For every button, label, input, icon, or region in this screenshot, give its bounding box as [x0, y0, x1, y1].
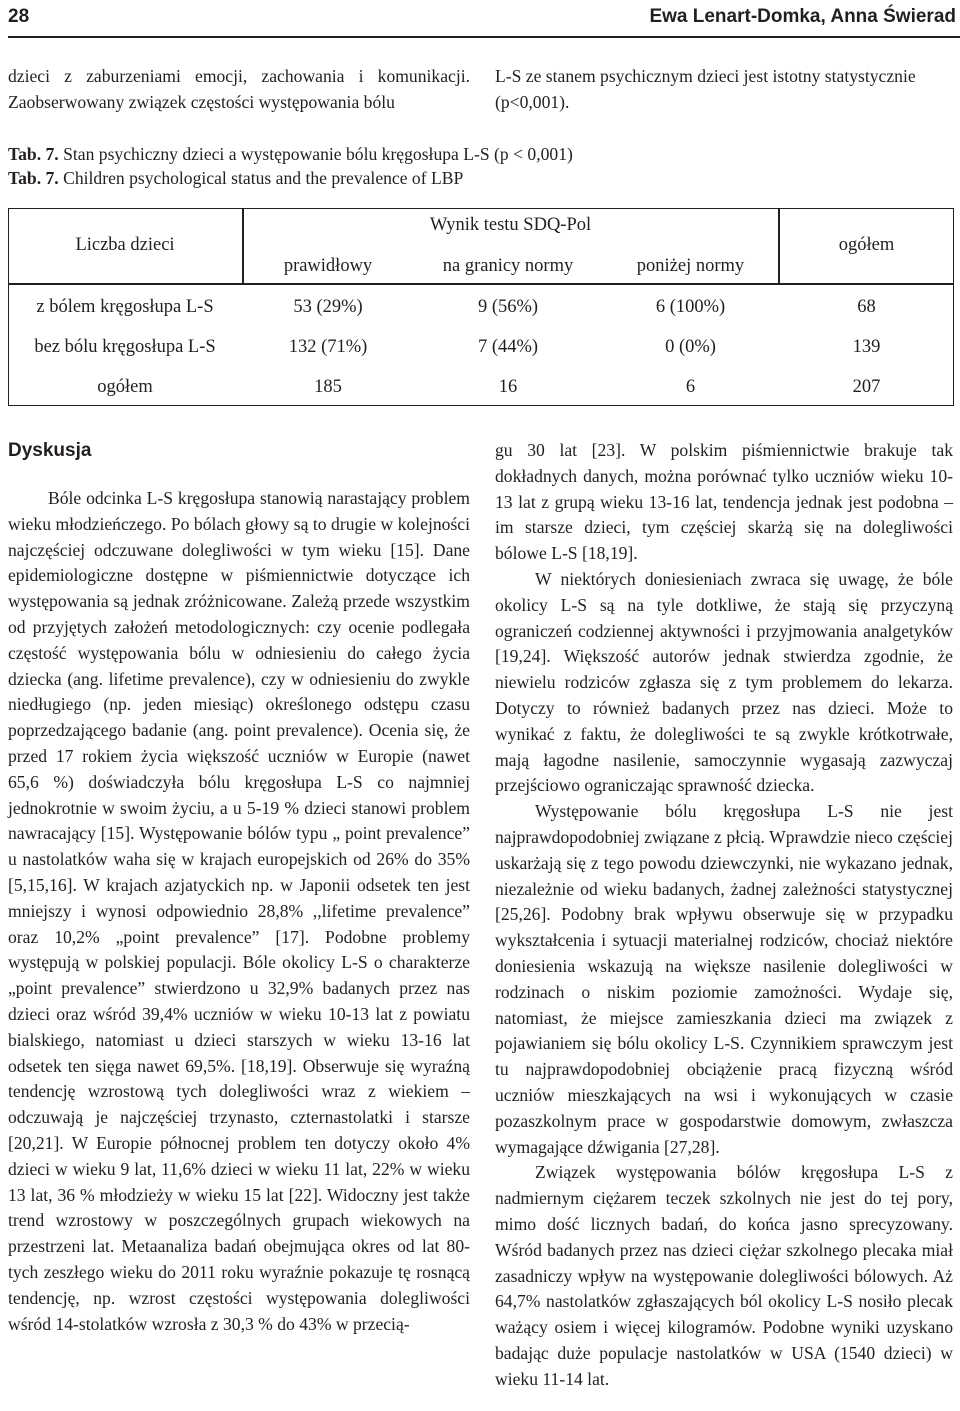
table-caption-en: [8, 168, 463, 189]
table-header-total: ogółem: [838, 235, 895, 255]
table-subheader-borderline: na granicy normy: [442, 256, 574, 276]
table-caption-en-label: Tab. 7.: [8, 168, 59, 188]
table-cell: 16: [498, 377, 518, 397]
table-caption-pl-label: Tab. 7.: [8, 144, 59, 164]
table-caption-pl: [8, 144, 573, 165]
discussion-paragraph: Występowanie bólu kręgosłupa L-S nie jest najprawdopodobniej związane z płcią. Wprawdzie nieco częściej uskarżają się z tego powodu dziewczynki, nie wykazano jednak, niezależnie od wieku badanych, żadnej zależności statystycznej [25,26]. Podobny brak wpływu obserwuje się w przypadku wykształcenia i sytuacji materialnej rodziców, chociaż niektóre doniesienia wskazują na większe nasilenie dolegliwości w rodzinach o niskim poziomie zamożności. Wydaje się, natomiast, że miejsce zamieszkania dzieci ma związek z pojawianiem się bólu okolicy L-S. Czynnikiem sprawczym jest tu najprawdopodobniej obciążenie pracą fizyczną wśród uczniów mieszkających na wsi i wykonujących w czasie pozaszkolnym prace w gospodarstwie domowym, zwłaszcza wymagające dźwigania [27,28].: [495, 801, 953, 1157]
table-cell: 7 (44%): [477, 337, 539, 357]
intro-right-paragraph: L-S ze stanem psychicznym dzieci jest istotny statystycznie (p<0,001).: [495, 66, 916, 112]
discussion-paragraph: Związek występowania bólów kręgosłupa L-S z nadmiernym ciężarem teczek szkolnych nie jest do tej pory, mimo dość licznych badań, do końca jasno sprecyzowany. Wśród badanych przez nas dzieci ciężar szkolnego plecaka miał zasadniczy wpływ na występowanie dolegliwości bólowych. Aż 64,7% nastolatków zgłaszających ból okolicy L-S nosiło plecak ważący osiem i więcej kilogramów. Podobne wyniki uzyskano badając duże populacje nastolatków w USA (1540 dzieci) w wieku 11-14 lat.: [495, 1162, 953, 1389]
table-cell: 53 (29%): [293, 297, 363, 317]
table-row-label: z bólem kręgosłupa L-S: [36, 297, 214, 317]
table-cell: 6: [685, 377, 696, 397]
table-cell: 132 (71%): [288, 337, 368, 357]
table-header-separator: [8, 283, 954, 285]
running-head-authors: Ewa Lenart-Domka, Anna Świerad: [649, 6, 956, 27]
page-number: 28: [8, 6, 30, 27]
intro-right-text: [495, 64, 953, 116]
intro-left-text: [8, 64, 470, 116]
table-cell: 9 (56%): [477, 297, 539, 317]
discussion-right-column: [495, 438, 953, 1392]
table-header-group: Wynik testu SDQ-Pol: [429, 215, 592, 235]
discussion-paragraph: Bóle odcinka L-S kręgosłupa stanowią narastający problem wieku młodzieńczego. Po bólach głowy są to drugie w kolejności najczęściej odczuwane dolegliwości w tym wieku [15]. Dane epidemiologiczne dostępne w piśmiennictwie dotyczące ich występowania są jednak zróżnicowane. Zależą przede wszystkim od przyjętych założeń metodologicznych: czy ocenie podlegała częstość występowania bólu w odniesieniu do całego życia dziecka (ang. lifetime prevalence), czy w odniesieniu do zwykle niedługiego (np. jeden miesiąc) określonego odstępu czasu poprzedzającego badanie (ang. point prevalence). Ocenia się, że przed 17 rokiem życia większość uczniów w Europie (nawet 65,6 %) doświadczyła bólu kręgosłupa L-S co najmniej jednokrotnie w swoim życiu, a u 5-19 % dzieci stanowi problem nawracający [15]. Występowanie bólów typu „ point prevalence” u nastolatków waha się w krajach europejskich od 26% do 35% [5,15,16]. W krajach azjatyckich np. w Japonii odsetek ten jest mniejszy i wynosi odpowiednio 28,8% ,,lifetime prevalence” oraz 10,2% „point prevalence” [17]. Podobne problemy występują w polskiej populacji. Bóle okolicy L-S o charakterze „point prevalence” stwierdzono u 32,9% badanych przez nas dzieci oraz wśród 39,4% uczniów w wieku 10-13 lat z powiatu bialskiego, natomiast u dzieci starszych w wieku 13-16 lat odsetek ten sięga nawet 69,5%. [18,19]. Obserwuje się wyraźną tendencję wzrostową tych dolegliwości wraz z wiekiem – odczuwają je najczęściej trzynasto, czternastolatki i starsze [20,21]. W Europie północnej problem ten dotyczy około 4% dzieci w wieku 9 lat, 11,6% dzieci w wieku 11 lat, 22% w wieku 13 lat, 36 % młodzieży w wieku 15 lat [22]. Widoczny jest także trend wzrostowy w poszczególnych grupach wiekowych na przestrzeni lat. Metaanaliza badań obejmująca okres od lat 80-tych zeszłego wieku do 2011 roku wyraźnie pokazuje tę rosnącą tendencję, np. wzrost częstości występowania dolegliwości wśród 14-stolatków wzrosła z 30,3 % do 43% w przecią-: [8, 488, 470, 1334]
table-caption-en-text: Children psychological status and the prevalence of LBP: [58, 168, 464, 188]
table-cell: 185: [314, 377, 342, 397]
table-row-label: ogółem: [97, 377, 153, 397]
discussion-left-column: [8, 486, 470, 1337]
section-title-discussion: Dyskusja: [8, 440, 92, 461]
discussion-paragraph: W niektórych doniesieniach zwraca się uwagę, że bóle okolicy L-S są na tyle dotkliwe, że stają się przyczyną ograniczeń codziennej aktywności i przyjmowania analgetyków [19,24]. Większość autorów jednak stwierdza zgodnie, że niewielu rodziców zgłasza się z tym problemem do lekarza. Dotyczy to również badanych przez nas dzieci. Może to wynikać z faktu, że dolegliwości te są zwykle krótkotrwałe, mają łagodne nasilenie, samoczynnie wygasają zazwyczaj przejściowo ograniczając sprawność dziecka.: [495, 568, 953, 796]
table-cell-total: 207: [852, 377, 881, 397]
header-rule: [8, 36, 960, 38]
table-cell-total: 139: [852, 337, 881, 357]
table-header-count: Liczba dzieci: [75, 235, 175, 255]
page-header: [8, 0, 960, 40]
table-row-label: bez bólu kręgosłupa L-S: [34, 337, 216, 357]
table-subheader-normal: prawidłowy: [283, 256, 373, 276]
discussion-paragraph: gu 30 lat [23]. W polskim piśmiennictwie brakuje tak dokładnych danych, można porównać tylko uczniów wieku 10-13 lat z grupą wieku 13-16 lat, tendencja jednak jest podobna – im starsze dzieci, tym częściej skarżą się na dolegliwości bólowe L-S [18,19].: [495, 440, 953, 564]
table-cell: 6 (100%): [655, 297, 726, 317]
table-subheader-below: poniżej normy: [636, 256, 745, 276]
table-caption-pl-text: Stan psychiczny dzieci a występowanie bólu kręgosłupa L-S (p < 0,001): [58, 144, 573, 164]
intro-left-paragraph: dzieci z zaburzeniami emocji, zachowania i komunikacji. Zaobserwowany związek częstości występowania bólu: [8, 66, 470, 112]
table-cell: 0 (0%): [665, 337, 716, 357]
table-cell-total: 68: [857, 297, 876, 317]
